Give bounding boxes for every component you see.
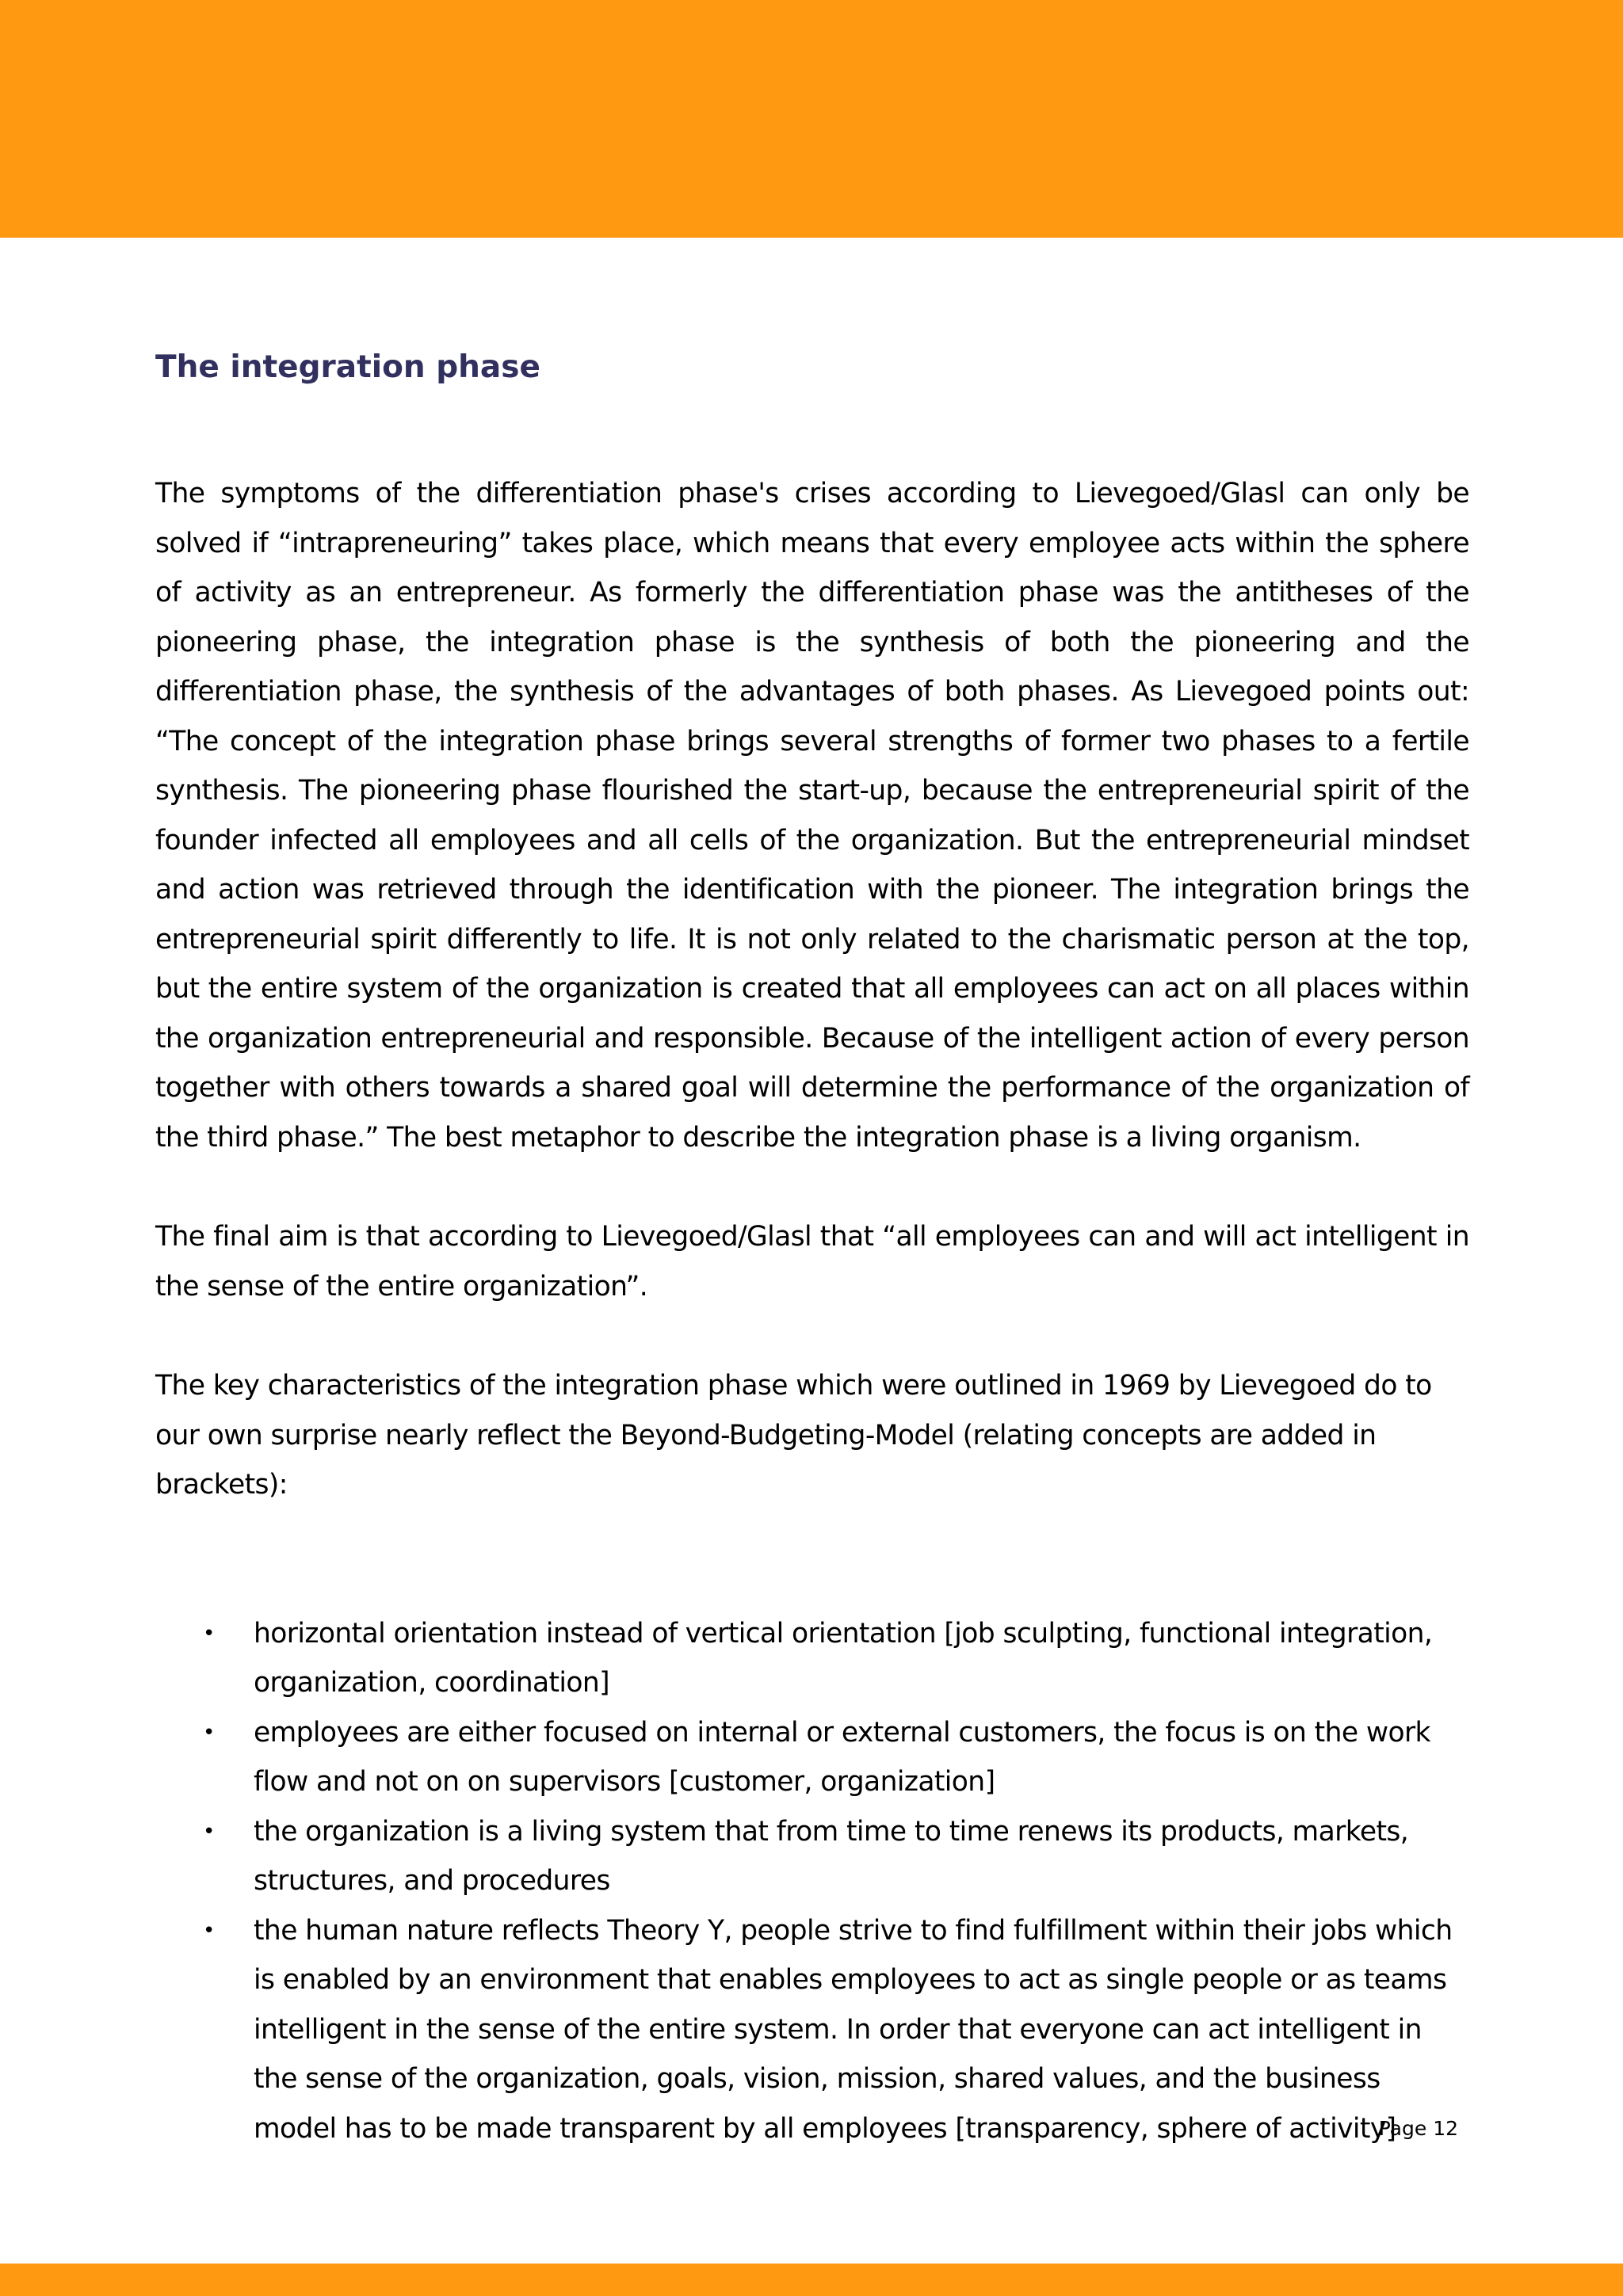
bullet-icon: • — [203, 1720, 215, 1745]
bullet-icon: • — [203, 1621, 215, 1646]
body-paragraph-2: The final aim is that according to Lievegoed/Glasl that “all employees can and will act intelligent in the sense of the entire organization”. — [155, 1221, 1469, 1302]
list-item — [155, 1708, 1469, 1807]
list-item-text: the human nature reflects Theory Y, people strive to find fulfillment within their jobs which is enabled by an environment that enables employees to act as single people or as teams intelligent in the sense of the entire system. In order that everyone can act intelligent in the sense of the organization, goals, vision, mission, shared values, and the business model has to be made transparent by all employees [transparency, sphere of activity] — [254, 1914, 1453, 2145]
body-paragraph-3: The key characteristics of the integration phase which were outlined in 1969 by Lievegoed do to our own surprise nearly reflect the Beyond-Budgeting-Model (relating concepts are added in brackets): — [155, 1370, 1432, 1501]
body-paragraph-1: The symptoms of the differentiation phase's crises according to Lievegoed/Glasl can only be solved if “intrapreneuring” takes place, which means that every employee acts within the sphere of activity as an entrepreneur. As formerly the differentiation phase was the antitheses of the pioneering phase, the integration phase is the synthesis of both the pioneering and the differentiation phase, the synthesis of the advantages of both phases. As Lievegoed points out: “The concept of the integration phase brings several strengths of former two phases to a fertile synthesis. The pioneering phase flourished the start-up, because the entrepreneurial spirit of the founder infected all employees and all cells of the organization. But the entrepreneurial mindset and action was retrieved through the identification with the pioneer. The integration brings the entrepreneurial spirit differently to life. It is not only related to the charismatic person at the top, but the entire system of the organization is created that all employees can act on all places within the organization entrepreneurial and responsible. Because of the intelligent action of every person together with others towards a shared goal will determine the performance of the organization of the third phase.” The best metaphor to describe the integration phase is a living organism. — [155, 478, 1469, 1154]
page-content — [155, 347, 1469, 2153]
page-title: The integration phase — [155, 349, 540, 385]
header-band — [0, 0, 1623, 238]
bullet-icon: • — [203, 1819, 215, 1844]
list-item — [155, 1609, 1469, 1708]
list-item — [155, 1807, 1469, 1906]
list-item-text: the organization is a living system that from time to time renews its products, markets, structures, and procedures — [254, 1815, 1409, 1897]
list-item — [155, 1906, 1469, 2154]
bullet-icon: • — [203, 1918, 215, 1943]
characteristics-list — [155, 1609, 1469, 2154]
list-item-text: employees are either focused on internal or external customers, the focus is on the work flow and not on on supervisors [customer, organization] — [254, 1716, 1430, 1798]
list-item-text: horizontal orientation instead of vertical orientation [job sculpting, functional integration, organization, coordination] — [254, 1617, 1433, 1699]
page-number: Page 12 — [1378, 2117, 1458, 2140]
footer-band — [0, 2264, 1623, 2296]
